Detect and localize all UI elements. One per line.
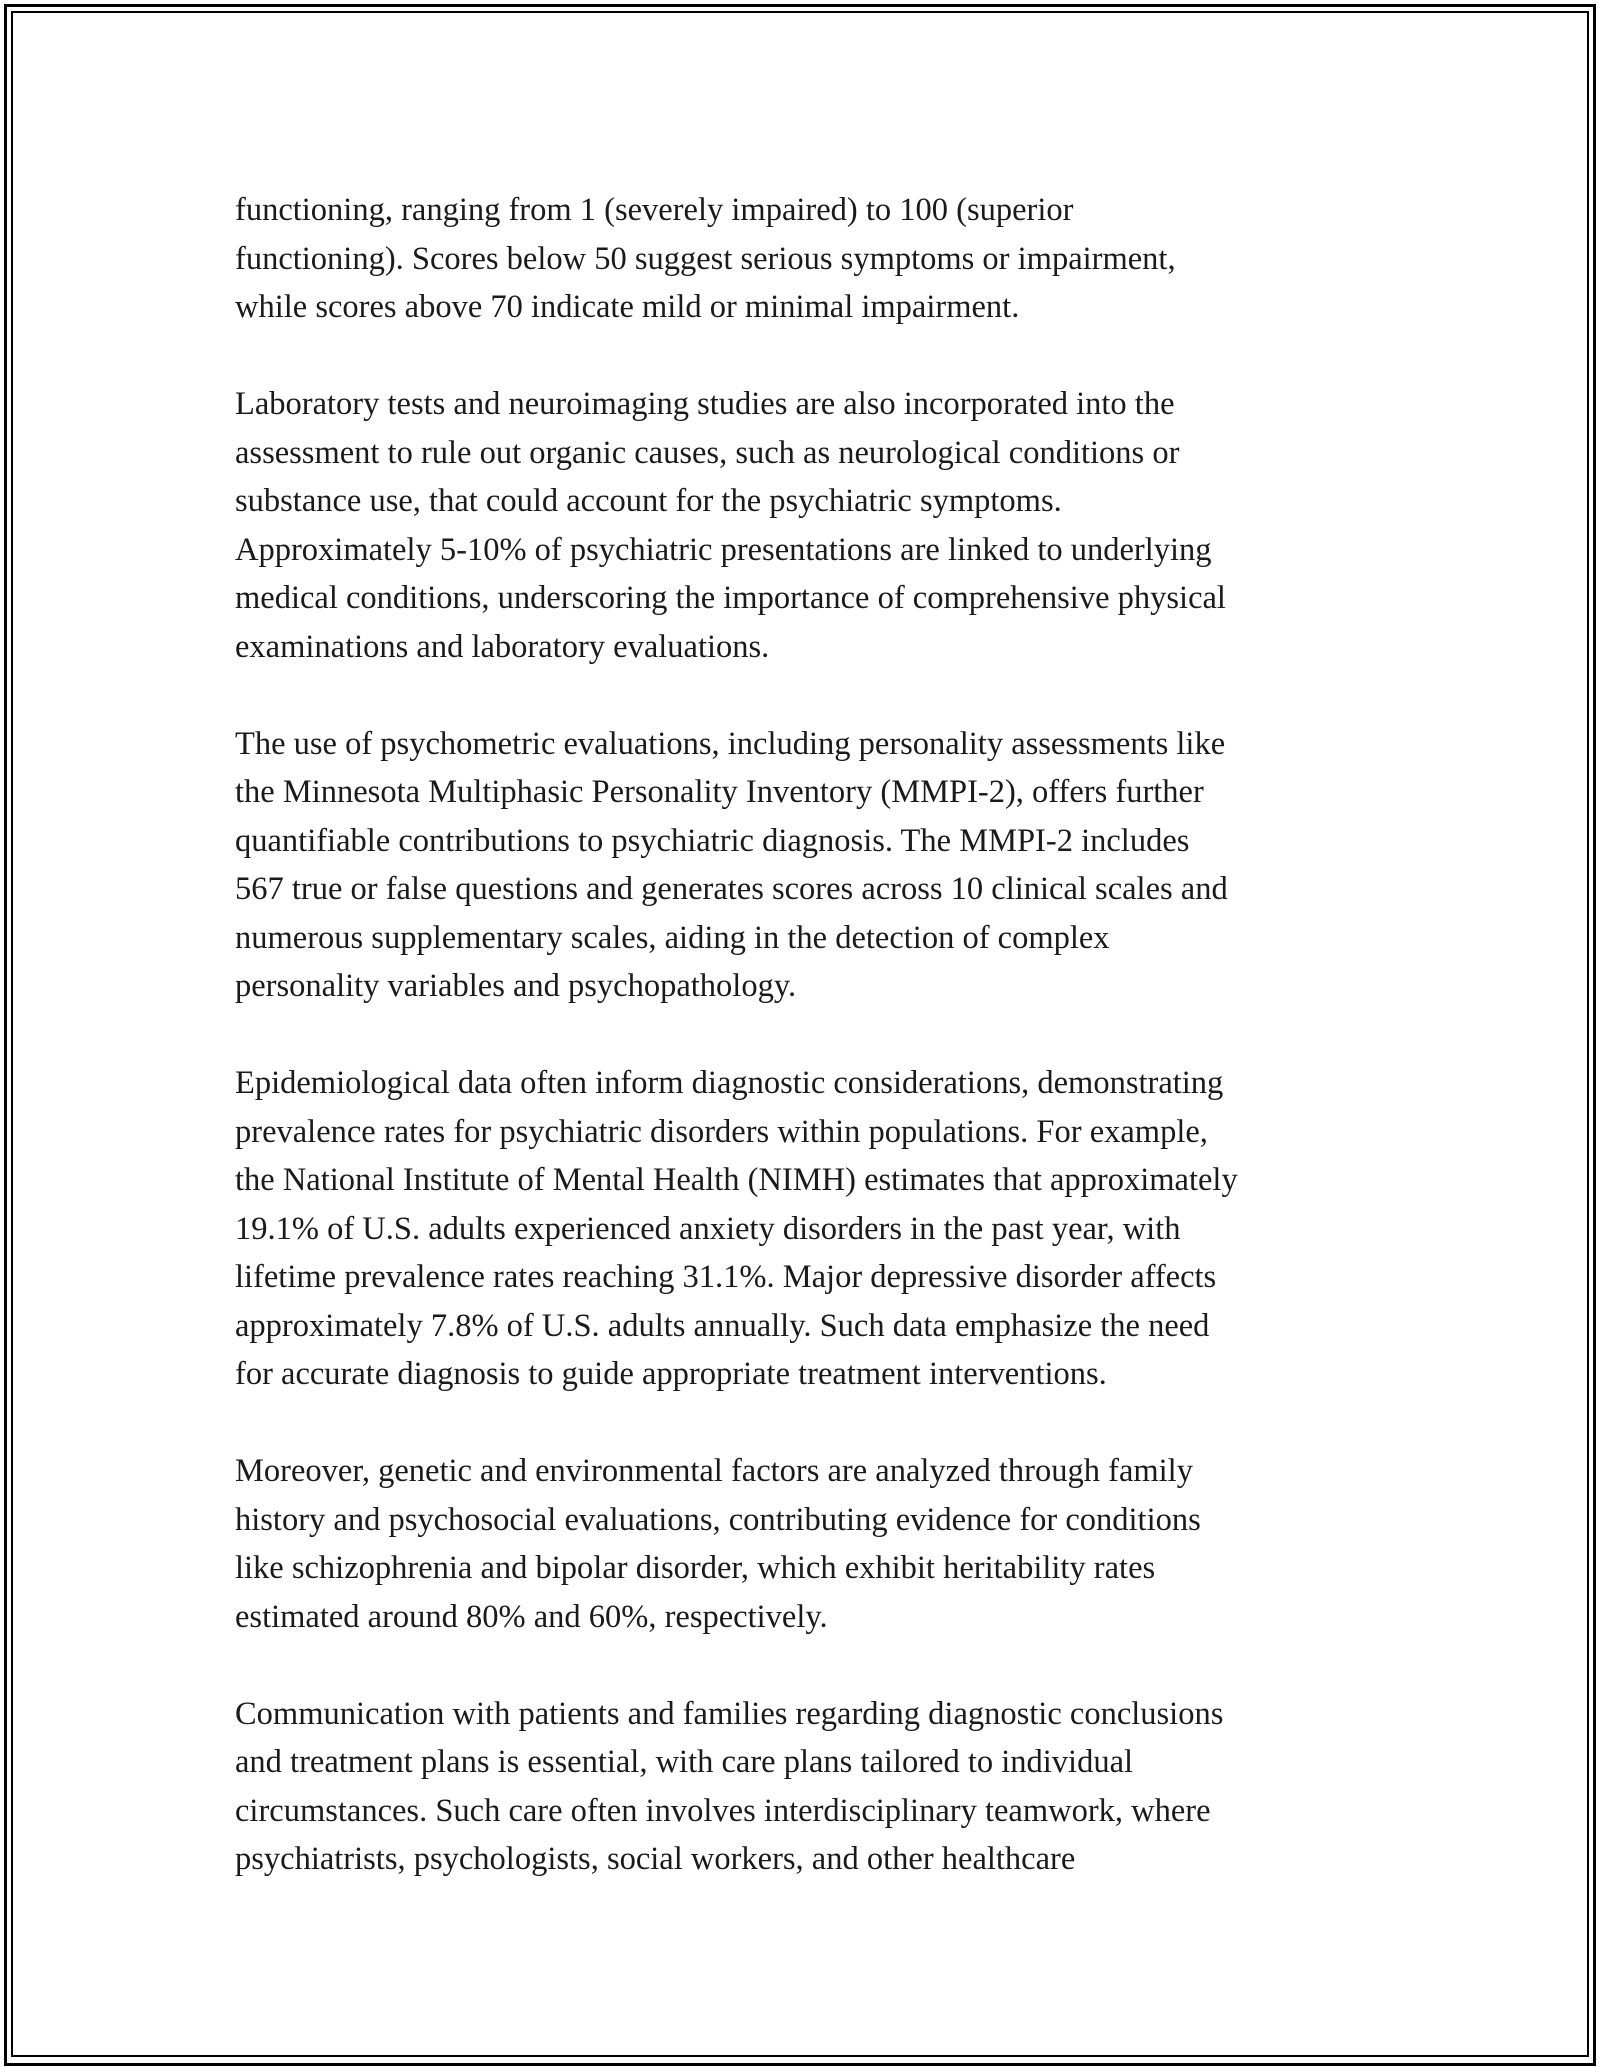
- text-line: lifetime prevalence rates reaching 31.1%. Major depressive disorder affects: [235, 1259, 1217, 1295]
- text-line: assessment to rule out organic causes, such as neurological conditions or: [235, 434, 1180, 471]
- text-line: approximately 7.8% of U.S. adults annually. Such data emphasize the need: [235, 1307, 1210, 1344]
- text-line: Moreover, genetic and environmental factors are analyzed through family: [235, 1453, 1193, 1489]
- text-line: while scores above 70 indicate mild or minimal impairment.: [235, 289, 1020, 325]
- text-line: personality variables and psychopathology.: [235, 968, 797, 1004]
- text-line: for accurate diagnosis to guide appropriate treatment interventions.: [235, 1356, 1107, 1392]
- paragraph-communication: [235, 1690, 1395, 1884]
- paragraph-epidemiological-data: [235, 1059, 1395, 1399]
- text-line: the Minnesota Multiphasic Personality Inventory (MMPI-2), offers further: [235, 774, 1204, 810]
- text-line: examinations and laboratory evaluations.: [235, 628, 770, 665]
- paragraph-psychometric-evaluations: [235, 720, 1395, 1011]
- text-line: Communication with patients and families regarding diagnostic conclusions: [235, 1695, 1224, 1732]
- text-line: and treatment plans is essential, with care plans tailored to individual: [235, 1744, 1134, 1780]
- text-line: numerous supplementary scales, aiding in the detection of complex: [235, 919, 1110, 956]
- text-line: estimated around 80% and 60%, respectively.: [235, 1598, 828, 1635]
- paragraph-laboratory-tests: [235, 380, 1395, 671]
- text-line: substance use, that could account for the psychiatric symptoms.: [235, 483, 1062, 519]
- text-line: Epidemiological data often inform diagnostic considerations, demonstrating: [235, 1065, 1224, 1101]
- text-line: functioning). Scores below 50 suggest serious symptoms or impairment,: [235, 240, 1176, 277]
- text-line: 19.1% of U.S. adults experienced anxiety disorders in the past year, with: [235, 1210, 1181, 1247]
- text-line: psychiatrists, psychologists, social workers, and other healthcare: [235, 1841, 1076, 1877]
- text-line: medical conditions, underscoring the importance of comprehensive physical: [235, 580, 1226, 616]
- text-line: like schizophrenia and bipolar disorder, which exhibit heritability rates: [235, 1550, 1156, 1586]
- text-line: Approximately 5-10% of psychiatric presentations are linked to underlying: [235, 531, 1212, 568]
- paragraph-gaf-scores: [235, 186, 1395, 332]
- text-line: 567 true or false questions and generates scores across 10 clinical scales and: [235, 871, 1228, 907]
- document-body: [235, 186, 1395, 1884]
- text-line: The use of psychometric evaluations, including personality assessments like: [235, 725, 1226, 762]
- text-line: quantifiable contributions to psychiatric diagnosis. The MMPI-2 includes: [235, 822, 1190, 859]
- text-line: history and psychosocial evaluations, contributing evidence for conditions: [235, 1501, 1201, 1538]
- text-line: the National Institute of Mental Health (NIMH) estimates that approximately: [235, 1162, 1238, 1198]
- text-line: circumstances. Such care often involves interdisciplinary teamwork, where: [235, 1792, 1211, 1829]
- text-line: prevalence rates for psychiatric disorders within populations. For example,: [235, 1113, 1208, 1150]
- text-line: functioning, ranging from 1 (severely impaired) to 100 (superior: [235, 192, 1074, 228]
- text-line: Laboratory tests and neuroimaging studies are also incorporated into the: [235, 386, 1175, 422]
- paragraph-genetic-factors: [235, 1447, 1395, 1641]
